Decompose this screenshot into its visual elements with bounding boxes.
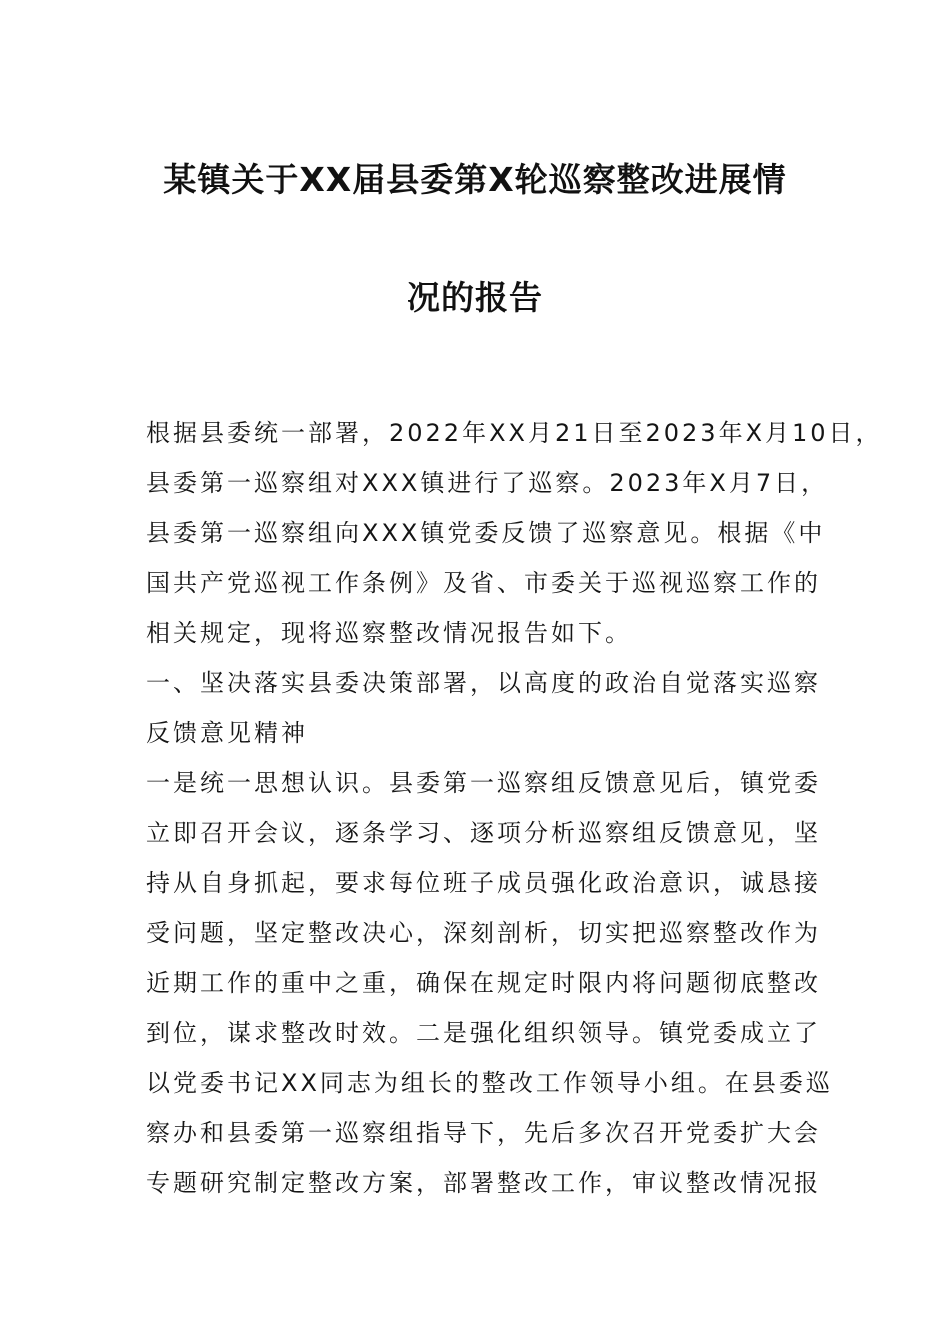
- body-line-9: 立即召开会议，逐条学习、逐项分析巡察组反馈意见，坚: [146, 819, 821, 847]
- body-line-12: 近期工作的重中之重，确保在规定时限内将问题彻底整改: [146, 969, 821, 997]
- document-title-line-1: 某镇关于XX届县委第X轮巡察整改进展情: [163, 160, 787, 199]
- body-line-11: 受问题，坚定整改决心，深刻剖析，切实把巡察整改作为: [146, 919, 821, 947]
- section-heading-line-1: 一、坚决落实县委决策部署，以高度的政治自觉落实巡察: [146, 669, 821, 697]
- body-line-2: 县委第一巡察组对XXX镇进行了巡察。2023年X月7日，: [146, 469, 829, 497]
- body-line-13: 到位，谋求整改时效。二是强化组织领导。镇党委成立了: [146, 1019, 821, 1047]
- body-line-14: 以党委书记XX同志为组长的整改工作领导小组。在县委巡: [146, 1069, 833, 1097]
- document-title-line-2: 况的报告: [407, 278, 543, 317]
- body-line-16: 专题研究制定整改方案，部署整改工作，审议整改情况报: [146, 1169, 821, 1197]
- body-line-1: 根据县委统一部署，2022年XX月21日至2023年X月10日，: [146, 419, 883, 447]
- document-body: [146, 408, 883, 1208]
- body-line-8: 一是统一思想认识。县委第一巡察组反馈意见后，镇党委: [146, 769, 821, 797]
- body-line-15: 察办和县委第一巡察组指导下，先后多次召开党委扩大会: [146, 1119, 821, 1147]
- section-heading-line-2: 反馈意见精神: [146, 719, 308, 747]
- body-line-10: 持从自身抓起，要求每位班子成员强化政治意识，诚恳接: [146, 869, 821, 897]
- body-line-5: 相关规定，现将巡察整改情况报告如下。: [146, 619, 632, 647]
- body-line-4: 国共产党巡视工作条例》及省、市委关于巡视巡察工作的: [146, 569, 821, 597]
- body-line-3: 县委第一巡察组向XXX镇党委反馈了巡察意见。根据《中: [146, 519, 826, 547]
